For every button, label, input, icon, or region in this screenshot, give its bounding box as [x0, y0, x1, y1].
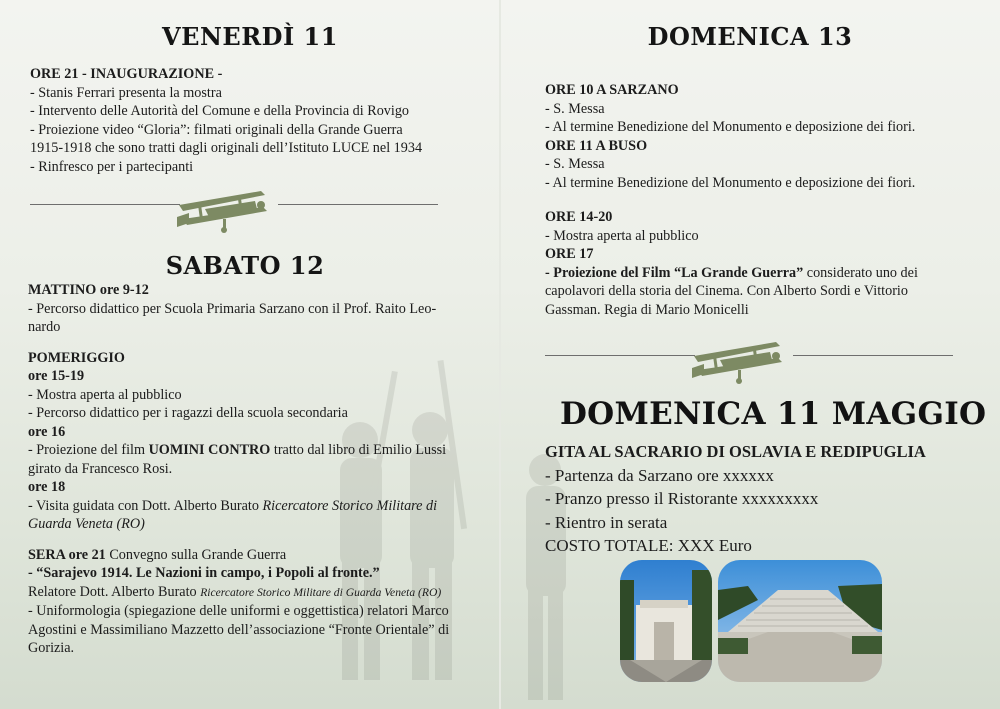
sunday-line: - Al termine Benedizione del Monumento e deposizione dei fiori. — [545, 119, 916, 135]
sunday-heading: ORE 17 — [545, 246, 594, 262]
redipuglia-photo — [718, 560, 882, 682]
conference-title: - “Sarajevo 1914. Le Nazioni in campo, i Popoli al fronte.” — [28, 565, 380, 581]
friday-line: - Intervento delle Autorità del Comune e della Provincia di Rovigo — [30, 103, 410, 119]
speaker-line: Relatore Dott. Alberto Burato Ricercatore Storico Militare di Guarda Veneta (RO) — [28, 583, 442, 600]
friday-line: - Stanis Ferrari presenta la mostra — [30, 84, 222, 101]
saturday-title: SABATO 12 — [165, 251, 325, 280]
saturday-program — [28, 281, 490, 658]
sunday-heading: ORE 11 A BUSO — [545, 137, 648, 154]
trip-line: - Partenza da Sarzano ore xxxxxx — [545, 465, 774, 485]
sunday-line: - S. Messa — [545, 100, 605, 117]
oslavia-photo — [620, 560, 712, 682]
friday-line: - Rinfresco per i partecipanti — [30, 158, 194, 175]
friday-heading: ORE 21 - INAUGURAZIONE - — [30, 66, 223, 82]
trip-title: DOMENICA 11 MAGGIO — [560, 396, 987, 432]
morning-line: nardo — [28, 319, 61, 335]
biplane-icon — [690, 338, 786, 386]
uniform-line: - Uniformologia (spiegazione delle uniformi e oggettistica) relatori Marco — [28, 603, 449, 619]
slot-line: - Mostra aperta al pubblico — [28, 386, 182, 403]
sunday-title: DOMENICA 13 — [647, 22, 853, 51]
evening-heading: SERA ore 21 Convegno sulla Grande Guerra — [28, 546, 287, 563]
divider-line — [545, 355, 695, 356]
film-line: Gassman. Regia di Mario Monicelli — [545, 301, 749, 318]
trip-subtitle: GITA AL SACRARIO DI OSLAVIA E REDIPUGLIA — [545, 442, 926, 461]
slot-time: ore 18 — [28, 479, 66, 495]
friday-line: - Proiezione video “Gloria”: filmati originali della Grande Guerra — [30, 121, 403, 138]
trip-line: - Rientro in serata — [545, 512, 668, 532]
slot-line: - Percorso didattico per i ragazzi della scuola secondaria — [28, 405, 348, 421]
trip-details — [545, 440, 926, 558]
biplane-icon — [175, 187, 271, 235]
trip-line: - Pranzo presso il Ristorante xxxxxxxxx — [545, 489, 819, 508]
morning-line: - Percorso didattico per Scuola Primaria Sarzano con il Prof. Raito Leo- — [28, 300, 437, 317]
sunday-line: - Al termine Benedizione del Monumento e deposizione dei fiori. — [545, 174, 916, 191]
sunday-heading: ORE 14-20 — [545, 209, 613, 225]
sunday-line: - S. Messa — [545, 156, 605, 172]
slot-line: Guarda Veneta (RO) — [28, 516, 145, 532]
sunday-program — [545, 81, 985, 319]
trip-cost: COSTO TOTALE: XXX Euro — [545, 536, 752, 555]
morning-heading: MATTINO ore 9-12 — [28, 282, 149, 298]
friday-title: VENERDÌ 11 — [162, 22, 338, 51]
film-line: capolavori della storia del Cinema. Con Alberto Sordi e Vittorio — [545, 283, 908, 299]
divider-line — [793, 355, 953, 356]
uniform-line: Gorizia. — [28, 640, 75, 656]
divider-line — [30, 204, 180, 205]
film-line: - Proiezione del Film “La Grande Guerra” considerato uno dei — [545, 264, 918, 281]
slot-time: ore 16 — [28, 423, 66, 440]
friday-line: 1915-1918 che sono tratti dagli originali dell’Istituto LUCE nel 1934 — [30, 140, 423, 156]
slot-time: ore 15-19 — [28, 368, 85, 384]
uniform-line: Agostini e Massimiliano Mazzetto dell’associazione “Fronte Orientale” di — [28, 621, 450, 638]
slot-line: - Proiezione del film UOMINI CONTRO tratto dal libro di Emilio Lussi — [28, 442, 447, 458]
sunday-line: - Mostra aperta al pubblico — [545, 227, 699, 244]
sunday-heading: ORE 10 A SARZANO — [545, 82, 679, 98]
afternoon-heading: POMERIGGIO — [28, 349, 125, 366]
divider-line — [278, 204, 438, 205]
slot-line: girato da Francesco Rosi. — [28, 460, 173, 477]
slot-line: - Visita guidata con Dott. Alberto Burato Ricercatore Storico Militare di — [28, 497, 438, 514]
friday-program — [30, 65, 490, 176]
